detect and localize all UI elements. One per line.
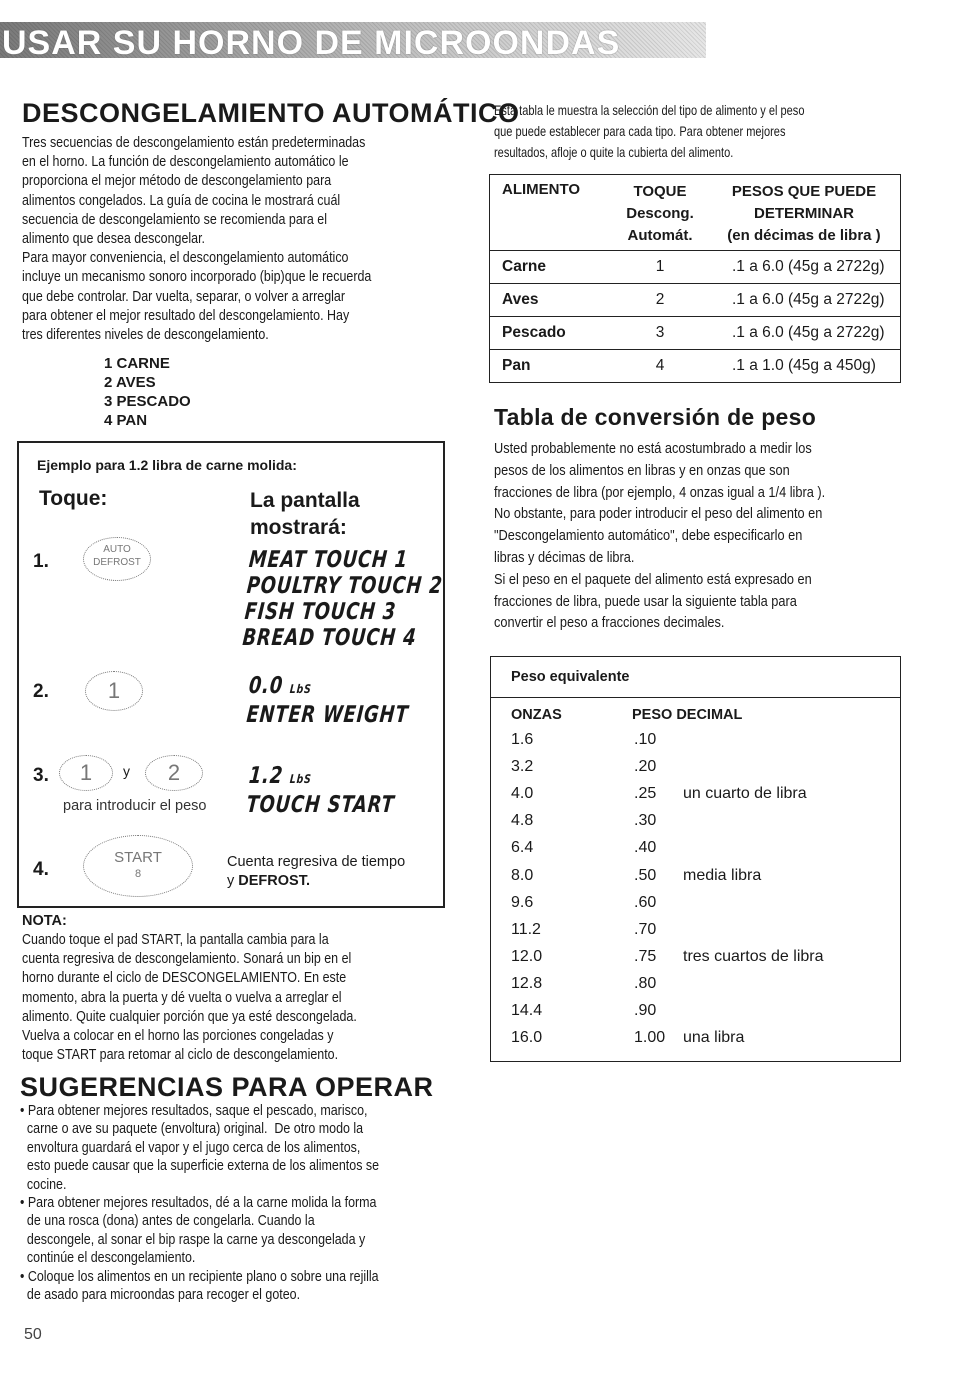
touch-number-cell: 3 (655, 324, 665, 341)
food-table-header (490, 175, 901, 251)
food-table-row (490, 251, 901, 284)
text-line: momento, abra la puerta y dé vuelta o vuelva a arreglar el (22, 989, 342, 1006)
equivalence-note-cell: tres cuartos de libra (683, 947, 824, 965)
text-line: • Coloque los alimentos en un recipiente plano o sobre una rejilla (20, 1268, 379, 1285)
step-number: 1. (33, 551, 49, 572)
auto-defrost-pad-icon (83, 537, 151, 581)
defrost-level-item: 2 AVES (104, 374, 156, 391)
display-readout-enter-weight (245, 673, 411, 728)
header-line: Descong. (626, 205, 694, 222)
ounces-cell: 1.6 (511, 731, 534, 748)
ounces-cell: 12.8 (511, 974, 543, 992)
text-line: alimento. Quite cualquier porción que ya esté descongelada. (22, 1008, 357, 1025)
text-line: que puede establecer para cada tipo. Para obtener mejores (494, 124, 786, 139)
text-line: incluye un mecanismo sonoro incorporado (bip)que le recuerda (22, 269, 372, 286)
step-caption: para introducir el peso (63, 798, 207, 814)
ounces-cell: 4.0 (511, 785, 534, 803)
display-line: MEAT TOUCH 1 (247, 547, 410, 573)
decimal-cell: .70 (634, 920, 657, 938)
text-line: • Para obtener mejores resultados, dé a la carne molida la forma (20, 1195, 377, 1212)
text-line: Para mayor conveniencia, el descongelamiento automático (22, 250, 349, 267)
decimal-cell: .80 (634, 974, 657, 992)
food-table-row (490, 350, 901, 383)
number-1-pad-icon: 1 (59, 755, 113, 791)
header-line: (en décimas de libra ) (727, 227, 881, 244)
text-line: en el horno. La función de descongelamiento automático le (22, 154, 349, 171)
text-line: Si el peso en el paquete del alimento está expresado en (494, 570, 812, 588)
food-table-row (490, 284, 901, 317)
equivalence-note-cell: un cuarto de libra (683, 785, 807, 803)
decimal-cell: 1.00 (634, 1029, 666, 1047)
ounces-cell: 3.2 (511, 758, 534, 776)
header-line: TOQUE (633, 183, 687, 200)
text-line: horno durante el ciclo de DESCONGELAMIENTO. En este (22, 970, 347, 987)
text-line: Tres secuencias de descongelamiento están predeterminadas (22, 135, 366, 151)
text-line: de una rosca (dona) antes de congelarla. Cuando la (20, 1213, 315, 1230)
text-line: alimento que desea descongelar. (22, 231, 206, 248)
weight-range-cell: .1 a 6.0 (45g a 2722g) (732, 291, 885, 308)
text-line: No obstante, para poder introducir el peso del alimento en (494, 505, 823, 523)
conversion-heading: Tabla de conversión de peso (494, 404, 817, 430)
display-line: BREAD TOUCH 4 (241, 625, 418, 651)
food-name-cell: Pescado (502, 324, 566, 341)
header-touch (612, 175, 708, 251)
ounces-cell: 14.4 (511, 1002, 543, 1019)
ounces-cell: 8.0 (511, 866, 534, 884)
food-table-intro (494, 100, 934, 163)
text-line: de asado para microondas para recoger el goteo. (20, 1287, 301, 1304)
touch-column-label: Toque: (39, 487, 108, 510)
display-line: POULTRY TOUCH 2 (245, 573, 444, 599)
step-4-description (227, 853, 405, 891)
pad-text: DEFROST (93, 557, 141, 568)
text-line: fracciones de libra, puede usar la siguiente tabla para (494, 592, 797, 610)
food-weight-table (489, 174, 901, 383)
note-title: NOTA: (22, 913, 67, 929)
example-title: Ejemplo para 1.2 libra de carne molida: (37, 457, 297, 473)
weight-range-cell: .1 a 1.0 (45g a 450g) (732, 357, 876, 374)
decimal-cell: .10 (634, 731, 657, 748)
text-line: continúe el descongelamiento. (20, 1250, 196, 1267)
display-unit: LbS (289, 682, 313, 696)
step-number: 2. (33, 681, 49, 702)
text-line: secuencia de descongelamiento se recomienda para el (22, 211, 328, 228)
tips-body (20, 1102, 540, 1304)
header-food: ALIMENTO (502, 181, 581, 198)
display-line (248, 673, 412, 702)
equivalence-note-cell: media libra (683, 866, 762, 884)
step-number: 4. (33, 859, 49, 880)
text-line: resultados, afloje o quite la cubierta del alimento. (494, 145, 734, 160)
description-bold: DEFROST. (238, 873, 310, 889)
decimal-cell: .30 (634, 812, 657, 830)
display-label-line: La pantalla (250, 489, 360, 512)
number-2-pad-icon: 2 (145, 755, 203, 791)
page-number: 50 (24, 1326, 42, 1343)
description-line: Cuenta regresiva de tiempo (227, 854, 406, 870)
display-readout-touch-start (245, 763, 397, 818)
number-1-pad-icon: 1 (85, 671, 143, 711)
text-line: Usted probablemente no está acostumbrado a medir los (494, 440, 812, 457)
conv-table-title: Peso equivalente (511, 669, 630, 685)
food-name-cell: Pan (502, 357, 531, 374)
text-line: pesos de los alimentos en libras y en onzas que son (494, 461, 790, 479)
weight-range-cell: .1 a 6.0 (45g a 2722g) (732, 258, 885, 275)
text-line: cocine. (20, 1176, 67, 1193)
text-line: cuenta regresiva de descongelamiento. Sonará un bip en el (22, 951, 352, 968)
description-line (227, 872, 405, 891)
text-line: "Descongelamiento automático", debe especificarlo en (494, 527, 803, 545)
conv-table-divider (491, 697, 900, 698)
display-column-label (250, 487, 360, 541)
header-line: PESOS QUE PUEDE (731, 183, 877, 200)
text-line: Cuando toque el pad START, la pantalla cambia para la (22, 932, 329, 948)
defrost-levels-list (104, 354, 191, 430)
food-table-row (490, 317, 901, 350)
display-line: TOUCH START (245, 792, 396, 818)
text-line: tres diferentes niveles de descongelamiento. (22, 327, 269, 344)
conversion-intro (494, 438, 934, 634)
text-line: alimentos congelados. La guía de cocina le mostrará cuál (22, 192, 341, 209)
text-line: carne o ave su paquete (envoltura) original. De otro modo la (20, 1121, 364, 1138)
section-banner (0, 22, 706, 62)
display-line: ENTER WEIGHT (245, 702, 410, 728)
food-name-cell: Aves (502, 291, 539, 308)
note-body (22, 931, 522, 1065)
text-line: toque START para retomar al ciclo de descongelamiento. (22, 1047, 339, 1064)
text-line: Vuelva a colocar en el horno las porciones congeladas y (22, 1028, 334, 1045)
decimal-cell: .90 (634, 1002, 657, 1019)
ounces-cell: 11.2 (511, 920, 541, 938)
step-number: 3. (33, 765, 49, 786)
header-line: Automát. (627, 227, 693, 244)
display-readout-food-menu (241, 547, 445, 651)
description-text: y (227, 873, 239, 889)
text-line: descongele, al sonar el bip raspe la carne ya descongelada y (20, 1231, 366, 1248)
decimal-cell: .50 (634, 866, 657, 884)
defrost-level-item: 4 PAN (104, 412, 148, 429)
text-line: proporciona el mejor método de descongelamiento para (22, 173, 332, 190)
start-pad-icon (83, 835, 193, 897)
header-weights (708, 175, 901, 251)
ounces-cell: 16.0 (511, 1029, 543, 1047)
example-box (17, 441, 445, 908)
header-line: DETERMINAR (754, 205, 854, 222)
text-line: libras y décimas de libra. (494, 548, 635, 566)
defrost-level-item: 1 CARNE (104, 355, 170, 372)
display-line: FISH TOUCH 3 (243, 599, 398, 625)
display-line (248, 763, 398, 792)
pad-text: AUTO (103, 544, 131, 555)
pad-text: 8 (134, 868, 142, 880)
display-label-line: mostrará: (250, 516, 347, 539)
text-line: fracciones de libra (por ejemplo, 4 onzas igual a 1/4 libra ). (494, 483, 826, 501)
text-line: para obtener el mejor resultado del descongelamiento. Hay (22, 307, 350, 324)
display-weight-value: 1.2 (247, 763, 285, 789)
weight-equivalent-box (490, 656, 901, 1062)
auto-defrost-intro (22, 134, 522, 345)
ounces-cell: 9.6 (511, 893, 534, 911)
ounces-cell: 6.4 (511, 839, 534, 857)
decimal-cell: .25 (634, 785, 657, 803)
conv-col-decimal: PESO DECIMAL (632, 707, 743, 723)
touch-number-cell: 2 (655, 291, 665, 308)
decimal-cell: .60 (634, 893, 657, 911)
decimal-cell: .40 (634, 839, 657, 857)
text-line: que debe controlar. Dar vuelta, separar, o volver a arreglar (22, 288, 346, 305)
text-line: esto puede causar que la superficie externa de los alimentos se (20, 1158, 380, 1175)
and-connector: y (123, 763, 130, 779)
decimal-cell: .20 (634, 758, 657, 776)
ounces-cell: 12.0 (511, 947, 543, 965)
touch-number-cell: 4 (655, 357, 665, 374)
decimal-cell: .75 (634, 947, 657, 965)
text-line: envoltura guardará el vapor y el jugo cerca de los alimentos, (20, 1139, 361, 1156)
ounces-cell: 4.8 (511, 812, 534, 830)
conv-col-ounces: ONZAS (511, 707, 562, 723)
text-line: Esta tabla le muestra la selección del tipo de alimento y el peso (494, 103, 805, 118)
tips-heading: SUGERENCIAS PARA OPERAR (20, 1072, 434, 1102)
equivalence-note-cell: una libra (683, 1029, 745, 1047)
weight-range-cell: .1 a 6.0 (45g a 2722g) (732, 324, 885, 341)
display-weight-value: 0.0 (247, 673, 285, 699)
display-unit: LbS (289, 772, 313, 786)
auto-defrost-heading: DESCONGELAMIENTO AUTOMÁTICO (22, 98, 520, 128)
touch-number-cell: 1 (655, 258, 665, 275)
text-line: convertir el peso a fracciones decimales. (494, 614, 725, 632)
pad-text: START (114, 849, 162, 866)
food-name-cell: Carne (502, 258, 546, 275)
text-line: • Para obtener mejores resultados, saque el pescado, marisco, (20, 1103, 368, 1119)
defrost-level-item: 3 PESCADO (104, 393, 191, 410)
banner-title: USAR SU HORNO DE MICROONDAS (2, 24, 621, 62)
